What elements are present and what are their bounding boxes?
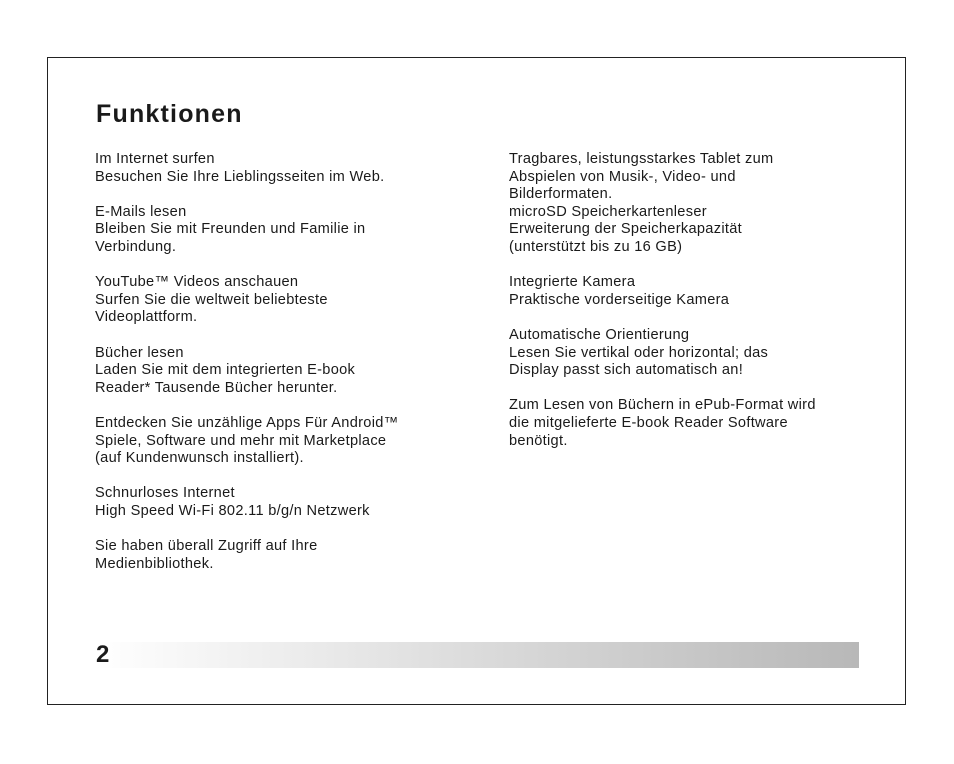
feature-text: Besuchen Sie Ihre Lieblingsseiten im Web. (95, 168, 385, 185)
feature-heading: Im Internet surfen (95, 151, 215, 167)
feature-heading: Entdecken Sie unzählige Apps Für Android™ (95, 414, 399, 431)
feature-text: Abspielen von Musik-, Video- und (509, 168, 736, 185)
left-column (95, 151, 455, 591)
right-column (509, 151, 869, 468)
feature-text: Surfen Sie die weltweit beliebteste (95, 291, 328, 308)
feature-internet (95, 151, 455, 186)
feature-heading: YouTube™ Videos anschauen (95, 274, 299, 291)
feature-text: Spiele, Software und mehr mit Marketplace (95, 432, 387, 449)
feature-heading: Integrierte Kamera (509, 274, 636, 291)
feature-text: Lesen Sie vertikal oder horizontal; das (509, 344, 769, 361)
feature-text: Zum Lesen von Büchern in ePub-Format wird (509, 397, 816, 414)
feature-heading: Schnurloses Internet (95, 485, 235, 502)
feature-youtube (95, 274, 455, 327)
feature-camera (509, 274, 869, 309)
page-number: 2 (96, 641, 110, 668)
feature-wifi (95, 485, 455, 520)
feature-heading: E-Mails lesen (95, 203, 187, 220)
feature-text: (unterstützt bis zu 16 GB) (509, 238, 683, 255)
feature-heading: Bücher lesen (95, 344, 184, 361)
feature-orientation (509, 327, 869, 380)
feature-email (95, 204, 455, 257)
feature-text: Bilderformaten. (509, 186, 613, 203)
feature-text: Reader* Tausende Bücher herunter. (95, 379, 338, 396)
feature-text: Sie haben überall Zugriff auf Ihre (95, 538, 318, 555)
footer-gradient-bar (95, 642, 859, 668)
feature-text: Bleiben Sie mit Freunden und Familie in (95, 221, 366, 238)
page-title: Funktionen (96, 100, 243, 128)
feature-text: Display passt sich automatisch an! (509, 362, 744, 379)
feature-text: Praktische vorderseitige Kamera (509, 291, 730, 308)
feature-heading: microSD Speicherkartenleser (509, 203, 707, 220)
feature-apps (95, 415, 455, 468)
feature-text: Laden Sie mit dem integrierten E-book (95, 362, 356, 379)
feature-text: Tragbares, leistungsstarkes Tablet zum (509, 151, 774, 167)
feature-text: High Speed Wi-Fi 802.11 b/g/n Netzwerk (95, 502, 370, 519)
feature-text: Erweiterung der Speicherkapazität (509, 221, 742, 238)
feature-text: (auf Kundenwunsch installiert). (95, 450, 304, 467)
footnote-epub (509, 397, 869, 450)
feature-media-library (95, 538, 455, 573)
feature-tablet (509, 151, 869, 257)
feature-text: benötigt. (509, 432, 568, 449)
feature-text: die mitgelieferte E-book Reader Software (509, 414, 788, 431)
feature-text: Medienbibliothek. (95, 555, 214, 572)
feature-heading: Automatische Orientierung (509, 326, 690, 343)
feature-text: Videoplattform. (95, 309, 198, 326)
feature-text: Verbindung. (95, 238, 177, 255)
feature-books (95, 345, 455, 398)
